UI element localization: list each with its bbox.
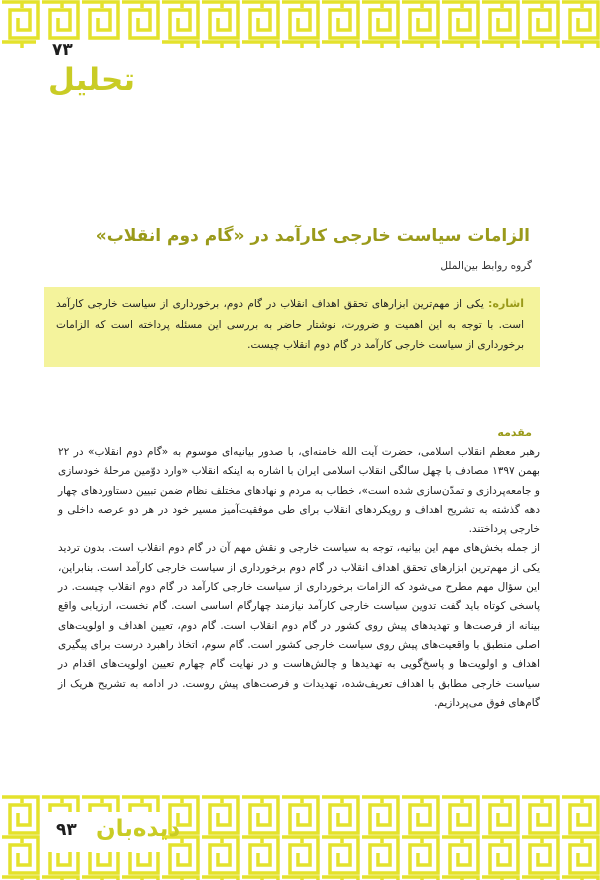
section-label: تحلیل (48, 62, 135, 98)
article-body (58, 443, 540, 713)
paragraph-2: از جمله بخش‌های مهم این بیانیه، توجه به سیاست خارجی و نقش مهم آن در گام دوم انقلاب است. بدون تردید یکی از مهم‌ترین ابزارهای تحقق اهداف انقلاب در گام دوم برخورداری از سیاست خارجی کارآمد است. بنابراین، این سؤال مهم مطرح می‌شود که الزامات برخورداری از سیاست خارجی کارآمد در گام دوم انقلاب چیست. در پاسخی کوتاه باید گفت تدوین سیاست خارجی کارآمد نیازمند چهارگام اساسی است. گام نخست، ارزیابی واقع بینانه از فرصت‌ها و تهدیدهای پیش روی کشور در گام دوم انقلاب است. گام دوم، تعیین اهداف و اولویت‌های اصلی منطبق با واقعیت‌های پیش روی سیاست خارجی کشور است. گام سوم، اتخاذ راهبرد درست برای پیگیری اهداف و اولویت‌ها و پاسخ‌گویی به تهدیدها و چالش‌هاست و در نهایت گام چهارم تعیین اولویت‌های اقدام در سیاست خارجی مطابق با اهداف تعریف‌شده، تهدیدات و فرصت‌های پیش روست. در ادامه به تشریح هریک از گام‌های فوق می‌پردازیم. (58, 542, 540, 709)
issue-label: دیده‌بان (96, 816, 181, 842)
abstract-text: یکی از مهم‌ترین ابزارهای تحقق اهداف انقلاب در گام دوم، برخورداری از سیاست خارجی کارآمد است. با توجه به این اهمیت و ضرورت، نوشتار حاضر به بررسی این مسئله پرداخته است که الزامات برخورداری از سیاست خارجی کارآمد در گام دوم انقلاب چیست. (56, 298, 524, 351)
article-title: الزامات سیاست خارجی کارآمد در «گام دوم انقلاب» (95, 226, 530, 246)
abstract-box (44, 287, 540, 367)
page-number-bottom: ۹۳ (56, 820, 77, 840)
abstract-label: اشاره: (488, 297, 524, 310)
section-heading: مقدمه (497, 426, 532, 439)
article-author: گروه روابط بین‌الملل (440, 260, 532, 272)
paragraph-1: رهبر معظم انقلاب اسلامی، حضرت آیت الله خامنه‌ای، با صدور بیانیه‌ای موسوم به «گام دوم انقلاب» در ۲۲ بهمن ۱۳۹۷ مصادف با چهل سالگی انقلاب اسلامی ایران با اشاره به اینکه انقلاب «وارد دوّمین مرحلهٔ خودسازی و جامعه‌پردازی و تمدّن‌سازی شده است»، خطاب به مردم و نهادهای مختلف نظام ضمن تبیین دستاوردهای چهار دهه گذشته به تشریح اهداف و رویکردهای انقلاب برای طی موفقیت‌آمیز مسیر خود در هر دو عرصه داخلی و خارجی پرداختند. (58, 446, 540, 536)
page-number-top: ۷۳ (52, 40, 73, 60)
